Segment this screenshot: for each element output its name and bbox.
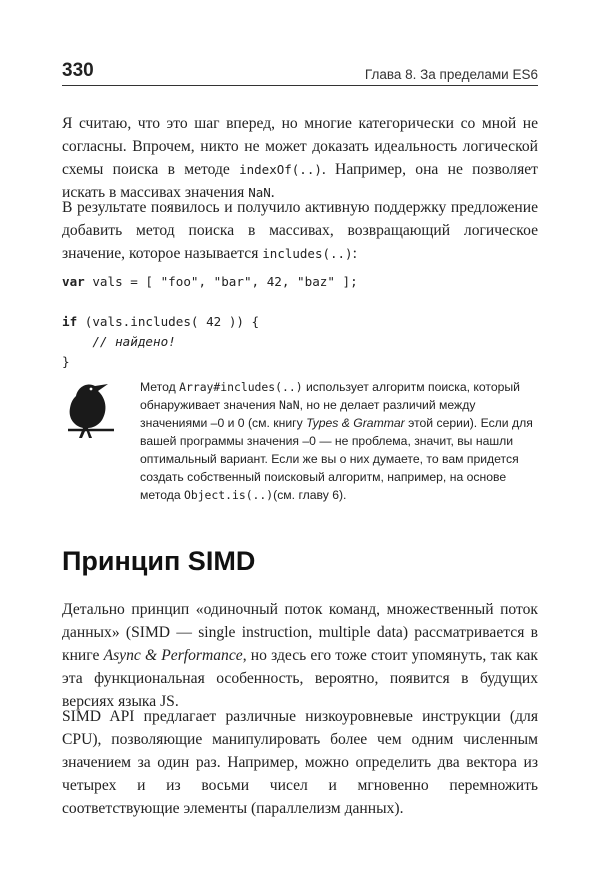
section-title: Принцип SIMD: [62, 546, 256, 576]
paragraph-text: В результате появилось и получило активную поддержку предложение добавить метод поиска в массивах, возвращающий логическое значение, которое называется: [62, 199, 538, 262]
note-segment: Метод: [140, 380, 180, 394]
crow-icon: [62, 378, 120, 444]
code-keyword: var: [62, 274, 85, 289]
note-text: [140, 378, 538, 504]
header-rule: [62, 85, 538, 86]
paragraph-text: , но здесь его тоже стоит упомянуть, так как эта функциональная особенность, вероятно, появится в будущих версиях языка JS.: [62, 647, 538, 710]
note-segment: , но не делает различий между значениями –0 и 0 (см. книгу: [140, 398, 476, 430]
inline-code: indexOf(..): [239, 162, 322, 177]
book-title-italic: Async & Performance: [103, 647, 243, 664]
code-block: [62, 272, 358, 372]
paragraph-simd-intro: [62, 598, 538, 713]
code-text: (vals.includes( 42 )) {: [77, 314, 260, 329]
running-head: Глава 8. За пределами ES6: [364, 67, 538, 82]
paragraph-text: :: [352, 245, 357, 262]
code-comment: // найдено!: [62, 334, 176, 349]
paragraph-indexof: [62, 112, 538, 204]
paragraph-simd-api: SIMD API предлагает различные низкоуровневые инструкции (для CPU), позволяющие манипулировать более чем одним численным значением за один раз. Например, можно определить два вектора из четырех и из восьми чисел и мгновенно перемножить соответствующие элементы (параллелизм данных).: [62, 708, 538, 817]
note-segment: использует алгоритм поиска, который обнаруживает значения: [140, 380, 520, 412]
note-segment: (см. главу 6).: [273, 488, 347, 502]
code-keyword: if: [62, 314, 78, 329]
paragraph-text: Детально принцип «одиночный поток команд, множественный поток данных» (SIMD — single instruction, multiple data) рассматривается в книге: [62, 601, 538, 664]
inline-code: Array#includes(..): [179, 380, 303, 394]
book-title-italic: Types & Grammar: [306, 416, 405, 430]
inline-code: includes(..): [262, 246, 353, 261]
page-number: 330: [62, 60, 94, 81]
code-text: }: [62, 354, 70, 369]
paragraph-text: Я считаю, что это шаг вперед, но многие категорически со мной не согласны. Впрочем, никто не может доказать идеальность логической схемы поиска в методе: [62, 115, 538, 178]
code-text: vals = [ "foo", "bar", 42, "baz" ];: [84, 274, 358, 289]
inline-code: NaN: [279, 398, 300, 412]
paragraph-text: . Например, она не позволяет искать в массивах значения: [62, 161, 538, 201]
paragraph-text: .: [270, 184, 275, 201]
inline-code: NaN: [248, 185, 271, 200]
note-segment: этой серии). Если для вашей программы значения –0 — не проблема, значит, вы нашли оптимальный вариант. Если же вы о них думаете, то вам придется создать собственный поисковый алгоритм, например, на основе метода: [140, 416, 533, 502]
paragraph-includes: [62, 196, 538, 265]
inline-code: Object.is(..): [183, 488, 274, 502]
page-header: [62, 56, 538, 82]
